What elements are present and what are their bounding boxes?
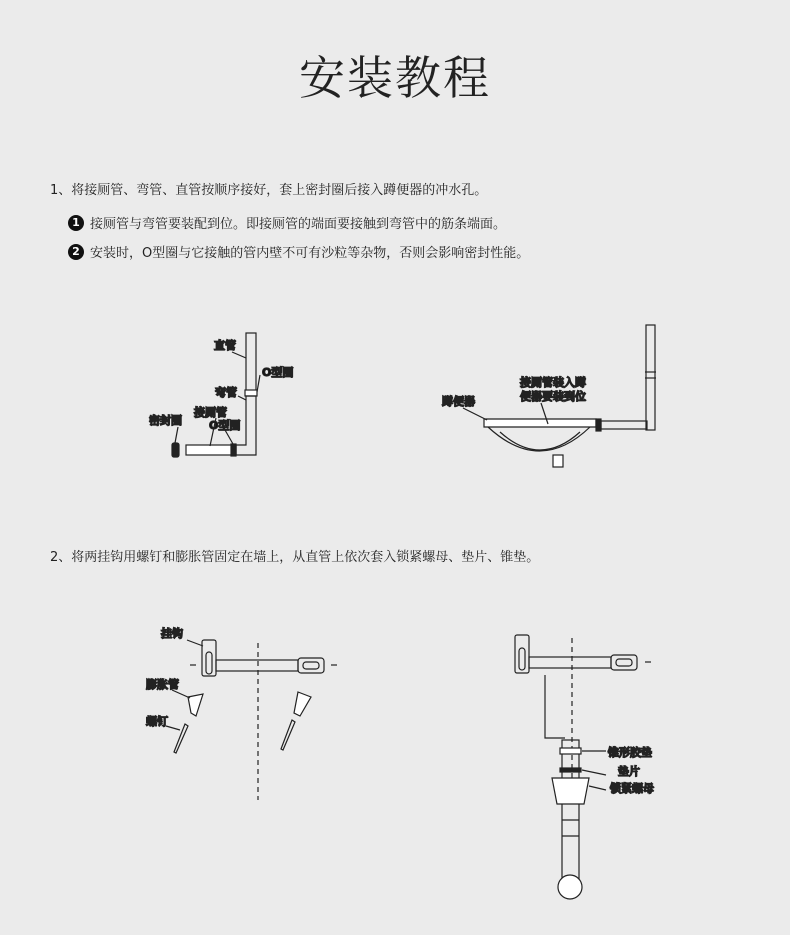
label-insert-note-line1: 接厕管装入蹲 <box>520 376 586 389</box>
straight-pipe-shape <box>246 333 256 393</box>
label-elbow: 弯管 <box>215 386 237 399</box>
anchor-left-shape <box>188 694 203 716</box>
hook-arm-shape <box>216 660 298 671</box>
label-insert-note-line2: 便器要装到位 <box>520 390 586 403</box>
hook-right-shape <box>515 635 529 673</box>
note-number-1: 1 <box>68 215 84 231</box>
note-2-text: 安装时，O型圈与它接触的管内壁不可有沙粒等杂物，否则会影响密封性能。 <box>90 246 530 261</box>
note-number-2: 2 <box>68 244 84 260</box>
vertical-pipe-shape <box>562 740 579 890</box>
lock-nut-shape <box>552 778 589 804</box>
label-anchor: 膨胀管 <box>146 678 179 691</box>
seal-ring-shape <box>172 443 179 457</box>
page-title: 安装教程 <box>299 51 491 105</box>
label-washer: 垫片 <box>618 765 640 778</box>
label-o-ring-bottom: O型圈 <box>209 419 241 432</box>
toilet-outlet-shape <box>553 455 563 467</box>
note-1-text: 接厕管与弯管要装配到位。即接厕管的端面要接触到弯管中的筋条端面。 <box>90 217 507 232</box>
o-ring-top-shape <box>245 390 257 396</box>
hook-left-shape <box>202 640 216 676</box>
anchor-right-shape <box>294 692 311 716</box>
wall-hook-diagram <box>166 640 337 800</box>
step-2-text: 2、将两挂钩用螺钉和膨胀管固定在墙上，从直管上依次套入锁紧螺母、垫片、锥垫。 <box>50 550 540 565</box>
toilet-pipe-shape <box>186 445 236 455</box>
toilet-rim-shape <box>484 419 596 427</box>
connector-pipe-shape <box>601 421 647 429</box>
label-hook: 挂钩 <box>161 627 183 640</box>
cone-gasket-shape <box>560 748 581 754</box>
label-toilet-pipe: 接厕管 <box>194 406 227 419</box>
label-cone-gasket: 锥形胶垫 <box>608 746 652 759</box>
screw-right-shape <box>281 720 295 750</box>
label-straight-pipe: 直管 <box>214 339 236 352</box>
o-ring-bottom-shape <box>231 444 236 456</box>
label-squat-toilet: 蹲便器 <box>442 395 475 408</box>
label-lock-nut: 锁紧螺母 <box>610 782 654 795</box>
pipe-end-ball-shape <box>558 875 582 899</box>
step-1-text: 1、将接厕管、弯管、直管按顺序接好，套上密封圈后接入蹲便器的冲水孔。 <box>50 183 488 198</box>
label-o-ring-top: O型圈 <box>262 366 294 379</box>
label-seal-ring: 密封圈 <box>149 414 182 427</box>
washer-shape <box>560 768 581 772</box>
label-screw: 螺钉 <box>146 715 168 728</box>
